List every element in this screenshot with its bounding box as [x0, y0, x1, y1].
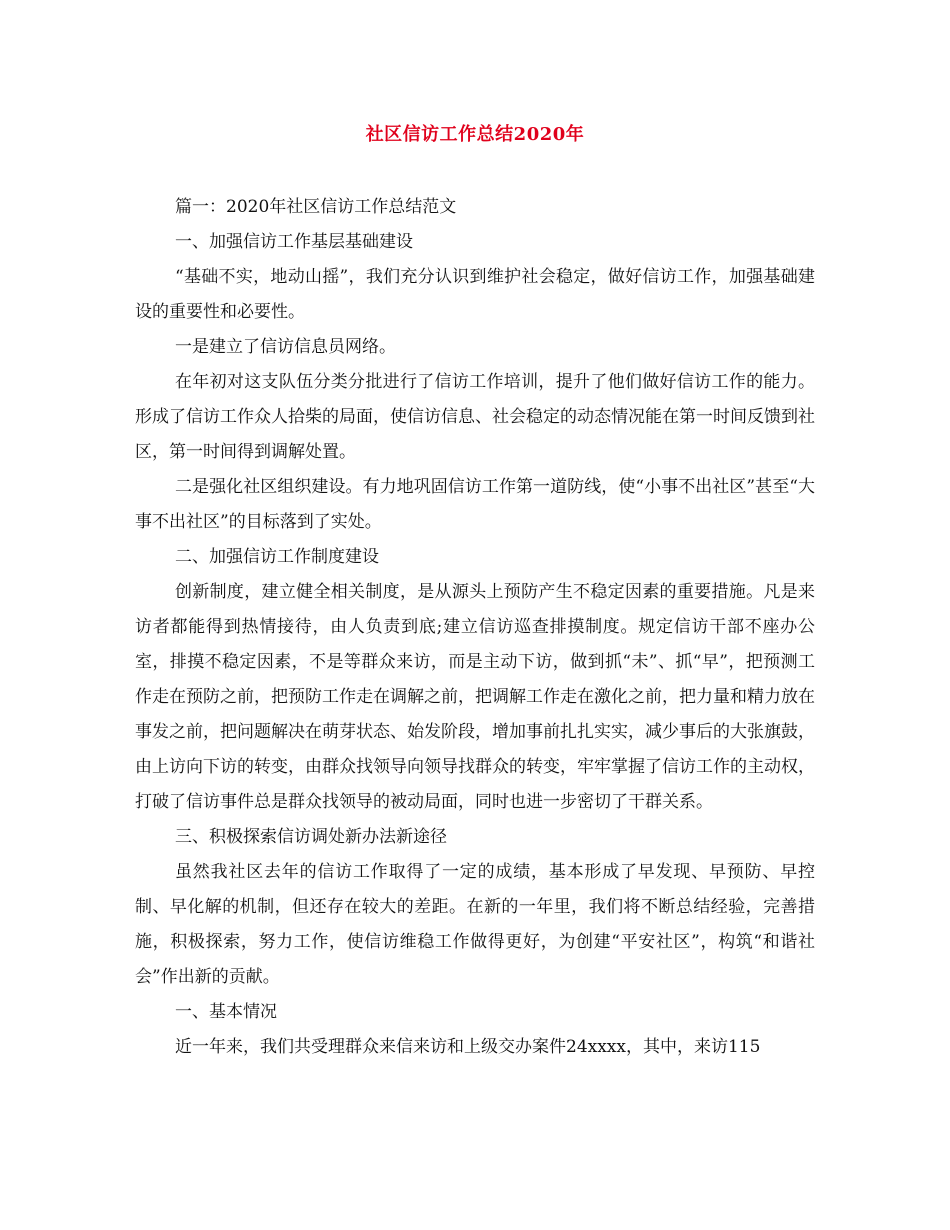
body-paragraph: 在年初对这支队伍分类分批进行了信访工作培训，提升了他们做好信访工作的能力。形成了信访工作众人拾柴的局面，使信访信息、社会稳定的动态情况能在第一时间反馈到社区，第一时间得到调解处置。	[135, 372, 815, 462]
section-heading-3: 三、积极探索信访调处新办法新途径	[175, 827, 447, 847]
body-paragraph: 二是强化社区组织建设。有力地巩固信访工作第一道防线，使“小事不出社区”甚至“大事不出社区”的目标落到了实处。	[135, 477, 815, 532]
body-paragraph: 一是建立了信访信息员网络。	[175, 337, 396, 357]
body-paragraph: 近一年来，我们共受理群众来信来访和上级交办案件24xxxx，其中，来访115	[175, 1037, 761, 1057]
body-paragraph: 虽然我社区去年的信访工作取得了一定的成绩，基本形成了早发现、早预防、早控制、早化解的机制，但还存在较大的差距。在新的一年里，我们将不断总结经验，完善措施，积极探索，努力工作，使信访维稳工作做得更好，为创建“平安社区”，构筑“和谐社会”作出新的贡献。	[135, 862, 815, 987]
document-body	[135, 190, 815, 1065]
section-heading-1: 一、加强信访工作基层基础建设	[175, 232, 413, 252]
body-paragraph: “基础不实，地动山摇”，我们充分认识到维护社会稳定，做好信访工作，加强基础建设的重要性和必要性。	[135, 267, 815, 322]
body-paragraph: 创新制度，建立健全相关制度，是从源头上预防产生不稳定因素的重要措施。凡是来访者都能得到热情接待，由人负责到底;建立信访巡查排摸制度。规定信访干部不座办公室，排摸不稳定因素，不是等群众来访，而是主动下访，做到抓“未”、抓“早”，把预测工作走在预防之前，把预防工作走在调解之前，把调解工作走在激化之前，把力量和精力放在事发之前，把问题解决在萌芽状态、始发阶段，增加事前扎扎实实，减少事后的大张旗鼓，由上访向下访的转变，由群众找领导向领导找群众的转变，牢牢掌握了信访工作的主动权，打破了信访事件总是群众找领导的被动局面，同时也进一步密切了干群关系。	[135, 582, 815, 812]
section-heading-2: 二、加强信访工作制度建设	[175, 547, 379, 567]
document-title: 社区信访工作总结2020年	[365, 124, 585, 145]
section-heading-basic-situation: 一、基本情况	[175, 1002, 277, 1022]
section-heading-article-one: 篇一：2020年社区信访工作总结范文	[175, 197, 457, 217]
